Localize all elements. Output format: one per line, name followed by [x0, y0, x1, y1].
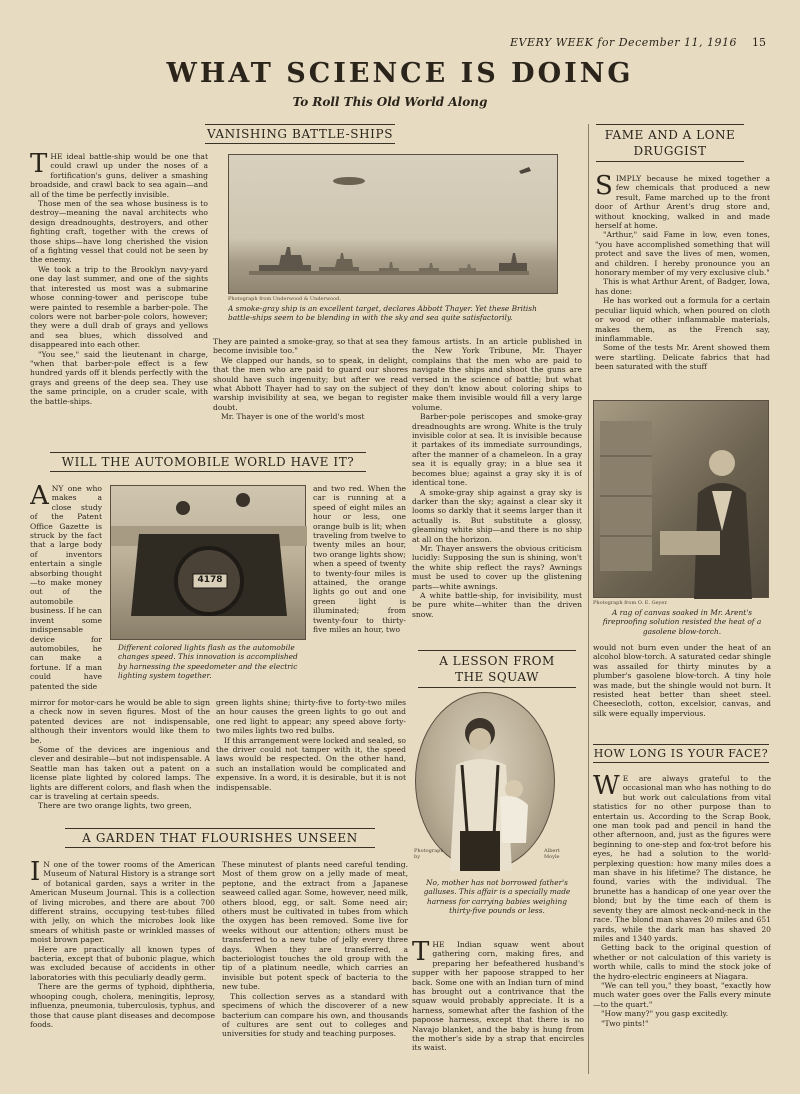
automobile-figure	[111, 486, 307, 641]
automobile-caption: Different colored lights flash as the automobile changes speed. This innovation is accomplished by harnessing the speedometer and the electric lighting system together.	[118, 643, 298, 681]
druggist-photo-credit: Photograph from O. E. Geyer.	[593, 600, 668, 606]
automobile-photo	[110, 485, 306, 640]
druggist-figure	[594, 401, 770, 599]
automobile-lower-right: green lights shine; thirty-five to forty-two miles an hour causes the green lights to go out and one red light to appear; any speed above forty-two miles lights two red bulbs. If this arrangement were locked and sealed, so the driver could not tamper with it, the speed laws would be respected. On the other hand, such an installation would be complicated and expensive. In a word, it is desirable, but it is not indispensable.	[216, 698, 406, 792]
druggist-heading	[596, 124, 744, 162]
druggist-caption: A rag of canvas soaked in Mr. Arent's fireproofing solution resisted the heat of a gasolene blow-torch.	[602, 608, 762, 636]
battleships-heading: VANISHING BATTLE-SHIPS	[205, 124, 395, 144]
druggist-photo	[593, 400, 769, 598]
drop-cap: W	[593, 774, 620, 801]
squaw-heading-line-1: A LESSON FROM	[439, 654, 555, 668]
drop-cap: T	[30, 152, 48, 179]
drop-cap: A	[30, 484, 49, 511]
page-title: WHAT SCIENCE IS DOING	[166, 58, 634, 89]
battleships-column-3: famous artists. In an article published in the New York Tribune, Mr. Thayer complains that the men who are paid to navigate the ships and shoot the guns are versed in the science of battle; but what they don't know about coloring ships to make them invisible would fill a very large volume. Barber-pole periscopes and smoke-gray dreadnoughts are wrong. White is the truly invisible color at sea. It is invisible because it partakes of its immediate surroundings, after the manner of a chameleon. In a gray sea it is equally gray; in a blue sea it becomes blue; against a gray sky it is of identical tone. A smoke-gray ship against a gray sky is darker than the sky; against a clear sky it looms so darkly that it seems larger than it actually is. But substitute a glossy, gleaming white ship—and there is no ship at all on the horizon. Mr. Thayer answers the obvious criticism lucidly: Supposing the sun is shining, won't the white ship reflect the rays? Awnings must be used to cover up the glistening parts—white awnings. A white battle-ship, for invisibility, must be pure white—whiter than the driven snow.	[412, 337, 582, 619]
drop-cap: T	[412, 940, 430, 967]
garden-heading: A GARDEN THAT FLOURISHES UNSEEN	[65, 828, 375, 848]
squaw-body: T HE Indian squaw went about gathering corn, making fires, and preparing her befeathered husband's supper with her papoose strapped to her back. Some one with an Indian turn of mind has brought out a contrivance that the squaw would probably appreciate. It is a harness, somewhat after the fashion of the papoose harness, except that there is no Navajo blanket, and the baby is hung from the mother's side by a strap that encircles its waist.	[412, 940, 584, 1053]
druggist-heading-line-1: FAME AND A LONE	[604, 128, 736, 142]
druggist-continued: would not burn even under the heat of an alcohol blow-torch. A saturated cedar shingle was assailed for thirty minutes by a plumber's gasolene blow-torch. A tiny hole was made, but the shingle would not burn. It resisted heat better than sheet steel. Cheesecloth, cotton, excelsior, canvas, and silk were equally impervious.	[593, 643, 771, 718]
squaw-photo-credit-left: Photograph by	[414, 848, 444, 860]
druggist-body: S IMPLY because he mixed together a few chemicals that produced a new result, Fame marched up to the front door of Arthur Arent's drug store and, without knocking, walked in and made herself at home. "Arthur," said Fame in low, even tones, "you have accomplished something that will protect and save the lives of men, women, and children. I hereby pronounce you an honorary member of my very exclusive club." This is what Arthur Arent, of Badger, Iowa, has done: He has worked out a formula for a certain peculiar liquid which, when poured on cloth or wood or other inflammable materials, makes them, as the French say, ininflammable. Some of the tests Mr. Arent showed them were startling. Delicate fabrics that had been saturated with the stuff	[595, 174, 770, 372]
battleships-silhouette	[229, 155, 559, 295]
battleships-column-2: They are painted a smoke-gray, so that at sea they become invisible too." We clapped our hands, so to speak, in delight, that the men who are paid to guard our shores should have such ingenuity; but after we read what Abbott Thayer had to say on the subject of warship invisibility at sea, we began to register doubt. Mr. Thayer is one of the world's most	[213, 337, 408, 422]
drop-cap: S	[595, 174, 613, 201]
face-heading: HOW LONG IS YOUR FACE?	[593, 744, 769, 763]
mother-and-baby	[416, 693, 556, 871]
face-body: W E are always grateful to the occasional man who has nothing to do but work out calculations from vital statistics for no other purpose than to entertain us. According to the Scrap Book, one man took pad and pencil in hand the other afternoon, and, just as the figures were beginning to one-step and fox-trot before his eyes, he had a solution to the world-perplexing question: how many miles does a man shave in his lifetime? The distance, he found, varies with the individual. The brunette has a handicap of one year over the blond; but by the time each of them is seventy they are almost neck-and-neck in the race. The blond man shaves 20 miles and 651 yards, while the dark man has shaved 20 miles and 1340 yards. Getting back to the original question of whether or not calculation of this variety is worth while, calls to mind the stock joke of the hydro-electric engineers at Niagara. "We can tell you," they boast, "exactly how much water goes over the Falls every minute—to the quart." "How many?" you gasp excitedly. "Two pints!"	[593, 774, 771, 1028]
squaw-heading	[418, 650, 576, 688]
automobile-lower-left: mirror for motor-cars he would be able to sign a check now in seven figures. Most of the patented devices are not indispensable, although their inventors would like them to be. Some of the devices are ingenious and clever and desirable—but not indispensable. A Seattle man has taken out a patent on a license plate lighted by colored lamps. The lights are different colors, and flash when the car is traveling at certain speeds. There are two orange lights, two green,	[30, 698, 210, 811]
automobile-narrow-column: A NY one who makes a close study of the Patent Office Gazette is struck by the fact that a large body of inventors entertain a single absorbing thought—to make money out of the automobile business. If he can invent some indispensable device for automobiles, he can make a fortune. If a man could have patented the side	[30, 484, 102, 691]
battleships-photo-credit: Photograph from Underwood & Underwood.	[228, 296, 341, 302]
garden-column-2: These minutest of plants need careful tending. Most of them grow on a jelly made of meat, peptone, and the extract from a Japanese seaweed called agar. Some, however, need milk, others blood, egg, or salt. Some need air; others must be cultivated in tubes from which the oxygen has been removed. Some live for weeks without our attention; others must be transferred to a new tube of jelly every three days. When they are transferred, a bacteriologist touches the old group with the tip of a platinum needle, which carries an invisible but potent speck of bacteria to the new tube. This collection serves as a standard with specimens of which the discoverer of a new bacterium can compare his own, and thousands of cultures are sent out to colleges and universities for study and teaching purposes.	[222, 860, 408, 1039]
battleships-caption: A smoke-gray ship is an excellent target, declares Abbott Thayer. Yet these British battle-ships seem to be blending in with the sky and sea quite satisfactorily.	[228, 304, 537, 323]
drop-cap: I	[30, 860, 41, 887]
page-number: 15	[752, 36, 766, 49]
squaw-caption: No, mother has not borrowed father's galluses. This affair is a specially made harness for carrying babies weighing thirty-five pounds or less.	[423, 878, 571, 916]
battleships-column-1: T HE ideal battle-ship would be one that could crawl up under the noses of a fortification's guns, deliver a smashing broadside, and crawl back to sea again—and all of the time be perfectly invisible. Those men of the sea whose business is to destroy—meaning the naval architects who design dreadnoughts, destroyers, and other fighting craft, together with the crews of those ships—have long cherished the vision of a fighting vessel that could not be seen by the enemy. We took a trip to the Brooklyn navy-yard one day last summer, and one of the sights that interested us most was a submarine whose conning-tower and periscope tube were painted to resemble a barber-pole. The colors were not barber-pole colors, however; they were a dull drab of grays and yellows and sea blues, which dissolved and disappeared into each other. "You see," said the lieutenant in charge, "when that barber-pole effect is a few hundred yards off it blends perfectly with the grays and greens of the deep sea. They use the same principle, on a cruder scale, with the battle-ships.	[30, 152, 208, 406]
squaw-heading-line-2: THE SQUAW	[455, 670, 539, 684]
automobile-heading: WILL THE AUTOMOBILE WORLD HAVE IT?	[50, 452, 366, 472]
druggist-heading-line-2: DRUGGIST	[633, 144, 707, 158]
column-rule	[588, 124, 589, 1074]
squaw-photo	[415, 692, 555, 870]
garden-column-1: I N one of the tower rooms of the American Museum of Natural History is a strange sort of botanical garden, says a writer in the American Museum Journal. This is a collection of living microbes, and there are about 700 different strains, occupying test-tubes filled with jelly, on which the microbes look like smears of whitish paste or wrinkled masses of moist brown paper. Here are practically all known types of bacteria, except that of bubonic plague, which was excluded because of accidents in other laboratories with this peculiarly deadly germ. There are the germs of typhoid, diphtheria, whooping cough, cholera, meningitis, leprosy, influenza, pneumonia, tuberculosis, typhus, and those that cause plant diseases and decompose foods.	[30, 860, 215, 1029]
page-subtitle: To Roll This Old World Along	[292, 95, 488, 109]
squaw-photo-credit-right: Albert Moyle	[544, 848, 560, 860]
automobile-right-narrow-column: and two red. When the car is running at a speed of eight miles an hour or less, one orange bulb is lit; when traveling from twelve to twenty miles an hour, two orange lights show; when a speed of twenty to twenty-four miles is attained, the orange lights go out and one green light is illuminated; from twenty-four to thirty-five miles an hour, two	[313, 484, 406, 635]
license-plate-number: 4178	[197, 575, 223, 585]
battleships-photo	[228, 154, 558, 294]
running-head: EVERY WEEK for December 11, 1916	[510, 36, 737, 49]
